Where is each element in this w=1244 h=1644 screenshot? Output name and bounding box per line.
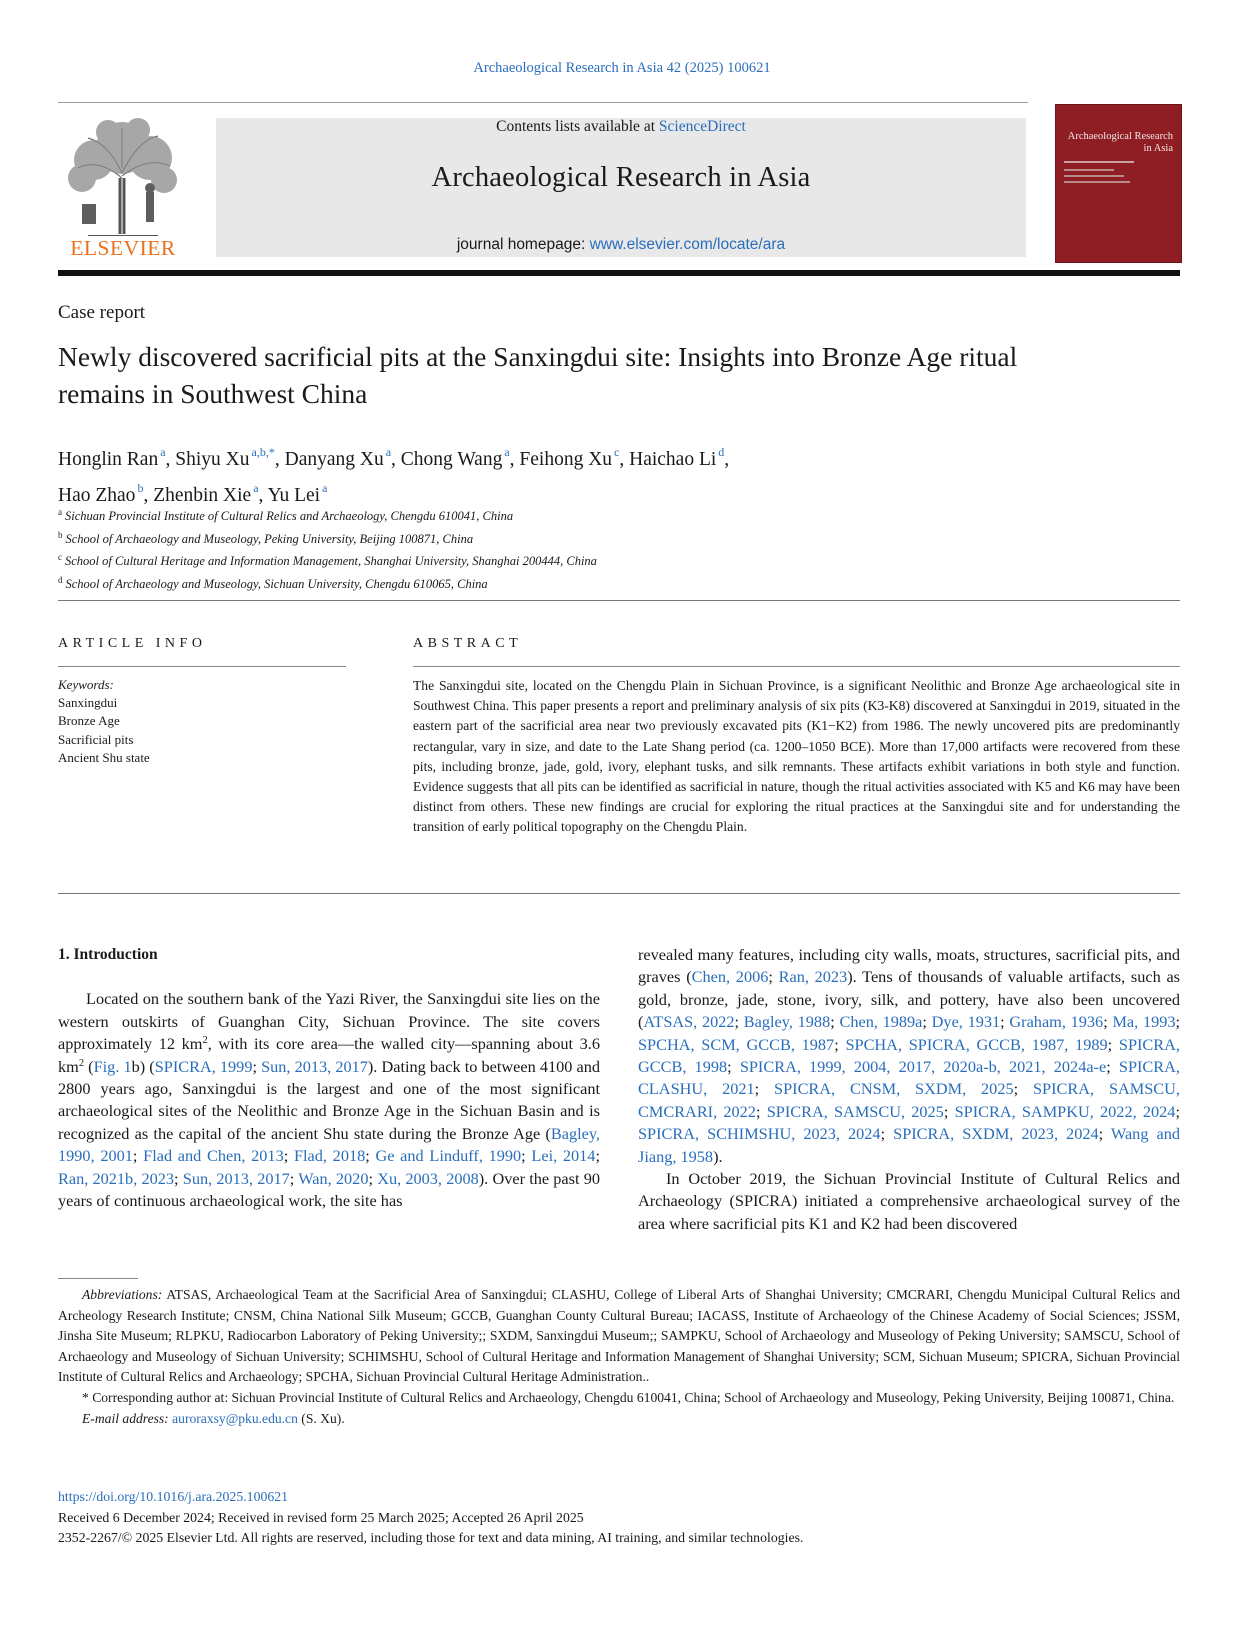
- header-thick-rule: [58, 270, 1180, 276]
- abstract-rule: [413, 666, 1180, 667]
- affiliation-marker[interactable]: a: [253, 481, 259, 495]
- paragraph: Located on the southern bank of the Yazi River, the Sanxingdui site lies on the western outskirts of Guanghan City, Sichuan Province. The site covers approximately 12 $km^2$, with its core area—the walled city—spanning about 3.6 $km^2$ (Fig. 1b) (SPICRA, 1999; Sun, 2013, 2017). Dating back to between 4100 and 2800 years ago, Sanxingdui is the largest and one of the most significant archaeological sites of the Neolithic and Bronze Age in the Sichuan Basin and is recognized as the capital of the ancient Shu state during the Bronze Age (Bagley, 1990, 2001; Flad and Chen, 2013; Flad, 2018; Ge and Linduff, 1990; Lei, 2014; Ran, 2021b, 2023; Sun, 2013, 2017; Wan, 2020; Xu, 2003, 2008). Over the past 90 years of continuous archaeological work, the site has: [58, 989, 601, 1211]
- cover-text-line: [1064, 169, 1114, 171]
- journal-cover-thumbnail[interactable]: [1055, 104, 1182, 263]
- journal-homepage: journal homepage: www.elsevier.com/locate/ara: [456, 236, 786, 253]
- affiliation-marker[interactable]: d: [718, 445, 725, 459]
- cover-text-line: [1064, 175, 1124, 177]
- abstract-heading: ABSTRACT: [413, 636, 523, 651]
- article-type: Case report: [58, 302, 146, 323]
- citation-link[interactable]: SPICRA, CLASHU, 2021: [638, 1057, 1180, 1099]
- author-name[interactable]: Haichao Li: [629, 449, 717, 470]
- keyword[interactable]: Ancient Shu state: [58, 749, 150, 765]
- citation-link[interactable]: Ge and Linduff, 1990: [375, 1146, 522, 1166]
- citation-link[interactable]: Bagley, 1988: [743, 1012, 831, 1032]
- body-column-left: [58, 944, 600, 1212]
- citation-link[interactable]: SPICRA, SXDM, 2023, 2024: [893, 1124, 1099, 1144]
- keyword[interactable]: Bronze Age: [58, 713, 120, 729]
- citation-link[interactable]: Ran, 2021b, 2023: [58, 1168, 175, 1188]
- author-name[interactable]: Danyang Xu: [284, 449, 384, 470]
- keyword[interactable]: Sanxingdui: [58, 695, 118, 711]
- citation-link[interactable]: Ma, 1993: [1112, 1012, 1176, 1032]
- affiliation-letter: a: [58, 507, 62, 517]
- email-link[interactable]: auroraxsy@pku.edu.cn: [172, 1410, 298, 1426]
- article-info-rule: [58, 666, 346, 667]
- citation-link[interactable]: Wan, 2020: [298, 1168, 369, 1188]
- author-name[interactable]: Feihong Xu: [519, 449, 613, 470]
- keywords-label: Keywords:: [58, 677, 114, 692]
- section-divider: [58, 600, 1180, 601]
- paragraph: revealed many features, including city walls, moats, structures, sacrificial pits, and graves (Chen, 2006; Ran, 2023). Tens of thousands of valuable artifacts, such as gold, bronze, jade, stone, ivory, silk, and pottery, have also been uncovered (ATSAS, 2022; Bagley, 1988; Chen, 1989a; Dye, 1931; Graham, 1936; Ma, 1993; SPCHA, SCM, GCCB, 1987; SPCHA, SPICRA, GCCB, 1987, 1989; SPICRA, GCCB, 1998; SPICRA, 1999, 2004, 2017, 2020a-b, 2021, 2024a-e; SPICRA, CLASHU, 2021; SPICRA, CNSM, SXDM, 2025; SPICRA, SAMSCU, CMCRARI, 2022; SPICRA, SAMSCU, 2025; SPICRA, SAMPKU, 2022, 2024; SPICRA, SCHIMSHU, 2023, 2024; SPICRA, SXDM, 2023, 2024; Wang and Jiang, 1958).: [638, 945, 1181, 1166]
- cover-divider: [1064, 161, 1134, 163]
- citation-link[interactable]: Chen, 1989a: [839, 1012, 923, 1032]
- citation-link[interactable]: SPICRA, SCHIMSHU, 2023, 2024: [638, 1124, 881, 1144]
- author-list: Honglin Ran $^a$, Shiyu Xu $^{a,b,*}$, Danyang Xu $^a$, Chong Wang $^a$, Feihong Xu $^c$, Haichao Li $^d$, Hao Zhao $^b$, Zhenbin Xie $^a$, Yu Lei $^a$: [58, 445, 730, 506]
- keyword[interactable]: Sacrificial pits: [58, 731, 134, 747]
- citation-link[interactable]: SPICRA, GCCB, 1998: [638, 1034, 1180, 1077]
- journal-banner: [216, 118, 1026, 257]
- citation-link[interactable]: Sun, 2013, 2017: [261, 1056, 368, 1076]
- paragraph: In October 2019, the Sichuan Provincial Institute of Cultural Relics and Archaeology (SPICRA) initiated a comprehensive archaeological survey of the area where sacrificial pits K1 and K2 had been discovered: [638, 1169, 1180, 1233]
- affiliation-line: $^b$ School of Archaeology and Museology, Peking University, Beijing 100871, China: [58, 529, 474, 546]
- publication-info: [58, 1487, 1180, 1549]
- citation-link[interactable]: SPICRA, SAMSCU, CMCRARI, 2022: [638, 1079, 1180, 1121]
- section-heading-introduction: 1. Introduction: [58, 946, 158, 963]
- affiliation-marker[interactable]: a,b,*: [251, 445, 275, 459]
- corresponding-author-footnote: * Corresponding author at: Sichuan Provincial Institute of Cultural Relics and Archaeology, Chengdu 610041, China; School of Archaeology and Museology, Peking University, Beijing 100871, China.: [82, 1389, 1175, 1405]
- affiliation-marker[interactable]: a: [385, 445, 392, 459]
- citation-link[interactable]: SPICRA, CNSM, SXDM, 2025: [774, 1079, 1014, 1099]
- article-info-heading: ARTICLE INFO: [58, 636, 207, 651]
- article-dates: Received 6 December 2024; Received in revised form 25 March 2025; Accepted 26 April 2025: [58, 1509, 584, 1525]
- author-name[interactable]: Hao Zhao: [58, 485, 136, 506]
- author-name[interactable]: Zhenbin Xie: [153, 485, 252, 506]
- abbreviations-label: Abbreviations:: [82, 1287, 163, 1302]
- keywords-block: [58, 676, 348, 767]
- citation-link[interactable]: Bagley, 1990, 2001: [58, 1123, 600, 1166]
- affiliation-marker[interactable]: c: [614, 445, 620, 459]
- author-name[interactable]: Honglin Ran: [58, 449, 159, 470]
- affiliation-marker[interactable]: a: [322, 481, 328, 495]
- citation-link[interactable]: Flad and Chen, 2013: [143, 1146, 284, 1166]
- citation-link[interactable]: SPICRA, 1999: [154, 1056, 253, 1076]
- citation-link[interactable]: Fig. 1: [93, 1056, 132, 1076]
- abbreviations-footnote: Abbreviations: ATSAS, Archaeological Team at the Sacrificial Area of Sanxingdui; CLASHU, College of Liberal Arts of Shanghai University; CMCRARI, Chengdu Municipal Cultural Relics and Archeology Research Institute; CNSM, China National Silk Museum; GCCB, Guanghan County Cultural Bureau; IACASS, Institute of Archaeology of the Chinese Academy of Social Sciences; JSSM, Jinsha Site Museum; RLPKU, Radiocarbon Laboratory of Peking University;; SXDM, Sanxingdui Museum;; SAMPKU, School of Archaeology and Museology of Peking University; SAMSCU, School of Archaeology and Museology of Sichuan University; SCHIMSHU, School of Cultural Heritage and Information Management of Shanghai University; SCM, Sichuan Museum; SPICRA, Sichuan Provincial Institute of Cultural Relics and Archaeology; SPCHA, Sichuan Provincial Cultural Heritage Administration..: [58, 1287, 1180, 1385]
- citation-link[interactable]: Flad, 2018: [293, 1146, 366, 1166]
- elsevier-wordmark: ELSEVIER: [70, 236, 176, 260]
- journal-reference[interactable]: Archaeological Research in Asia 42 (2025) 100621: [473, 60, 771, 76]
- footnotes: [58, 1285, 1180, 1429]
- affiliation-line: $^d$ School of Archaeology and Museology, Sichuan University, Chengdu 610065, China: [58, 574, 488, 591]
- affiliation-letter: b: [58, 529, 63, 540]
- doi-link[interactable]: https://doi.org/10.1016/j.ara.2025.100621: [58, 1489, 289, 1504]
- superscript: 2: [202, 1035, 208, 1047]
- affiliation-line: $^c$ School of Cultural Heritage and Information Management, Shanghai University, Shanghai 200444, China: [58, 552, 597, 568]
- homepage-link[interactable]: www.elsevier.com/locate/ara: [589, 236, 786, 253]
- citation-link[interactable]: Chen, 2006: [691, 967, 769, 987]
- citation-link[interactable]: Xu, 2003, 2008: [377, 1168, 479, 1188]
- citation-link[interactable]: SPICRA, 1999, 2004, 2017, 2020a-b, 2021, 2024a-e: [739, 1057, 1107, 1077]
- citation-link[interactable]: SPICRA, SAMSCU, 2025: [766, 1101, 944, 1121]
- affiliations: [58, 503, 1158, 593]
- citation-link[interactable]: Lei, 2014: [531, 1146, 596, 1166]
- affiliation-letter: d: [58, 574, 63, 585]
- author-name[interactable]: Shiyu Xu: [175, 449, 250, 470]
- abstract-bottom-rule: [58, 893, 1180, 894]
- author-name[interactable]: Chong Wang: [400, 449, 503, 470]
- author-name[interactable]: Yu Lei: [267, 485, 321, 506]
- affiliation-marker[interactable]: a: [504, 445, 510, 459]
- citation-link[interactable]: Graham, 1936: [1009, 1012, 1104, 1032]
- superscript: 2: [78, 1057, 85, 1069]
- citation-link[interactable]: Ran, 2023: [778, 967, 848, 987]
- header-divider: [58, 102, 1028, 103]
- copyright-notice: 2352-2267/© 2025 Elsevier Ltd. All rights are reserved, including those for text and data mining, AI training, and similar technologies.: [58, 1530, 804, 1546]
- affiliation-letter: c: [58, 552, 62, 562]
- body-column-right: [638, 944, 1180, 1235]
- abstract-text: The Sanxingdui site, located on the Chengdu Plain in Sichuan Province, is a significant Neolithic and Bronze Age archaeological site in Southwest China. This paper presents a report and preliminary analysis of six pits (K3-K8) discovered at Sanxingdui in 2019, situated in the eastern part of the sacrificial area near two previously excavated pits (K1−K2) from 1986. The newly uncovered pits are predominantly rectangular, vary in size, and date to the Late Shang period (ca. 1200–1050 BCE). More than 17,000 artifacts were recovered from these pits, including bronze, jade, gold, ivory, elephant tusks, and silk remnants. These artifacts exhibit variations in both style and function. Evidence suggests that all pits can be identified as sacrificial in nature, though the ritual activities associated with K5 and K6 may have been distinct from others. These new findings are crucial for exploring the ritual practices at the Sanxingdui site and for understanding the transition of early political topography on the Chengdu Plain.: [413, 678, 1180, 835]
- journal-title: Archaeological Research in Asia: [431, 162, 811, 193]
- citation-link[interactable]: Wang and Jiang, 1958: [638, 1124, 1180, 1166]
- contents-line: Contents lists available at ScienceDirect: [496, 118, 746, 135]
- footnote-rule: [58, 1278, 138, 1279]
- affiliation-marker[interactable]: a: [160, 445, 166, 459]
- email-label: E-mail address:: [82, 1410, 169, 1426]
- cover-text-line: [1064, 181, 1130, 183]
- cover-title: Archaeological Research in Asia: [1067, 131, 1173, 154]
- article-title: Newly discovered sacrificial pits at the Sanxingdui site: Insights into Bronze Age ritual remains in Southwest China: [58, 341, 1018, 409]
- affiliation-marker[interactable]: b: [137, 481, 144, 495]
- citation-link[interactable]: ATSAS, 2022: [643, 1012, 735, 1032]
- citation-link[interactable]: Sun, 2013, 2017: [182, 1168, 290, 1188]
- citation-link[interactable]: SPICRA, SAMPKU, 2022, 2024: [954, 1101, 1176, 1121]
- citation-link[interactable]: SPCHA, SPICRA, GCCB, 1987, 1989: [845, 1034, 1108, 1054]
- citation-link[interactable]: Dye, 1931: [931, 1012, 1001, 1032]
- email-footnote: E-mail address: auroraxsy@pku.edu.cn (S. Xu).: [82, 1410, 345, 1426]
- citation-link[interactable]: SPCHA, SCM, GCCB, 1987: [638, 1034, 835, 1054]
- sciencedirect-link[interactable]: ScienceDirect: [658, 118, 746, 135]
- affiliation-line: $^a$ Sichuan Provincial Institute of Cultural Relics and Archaeology, Chengdu 610041, China: [58, 507, 514, 523]
